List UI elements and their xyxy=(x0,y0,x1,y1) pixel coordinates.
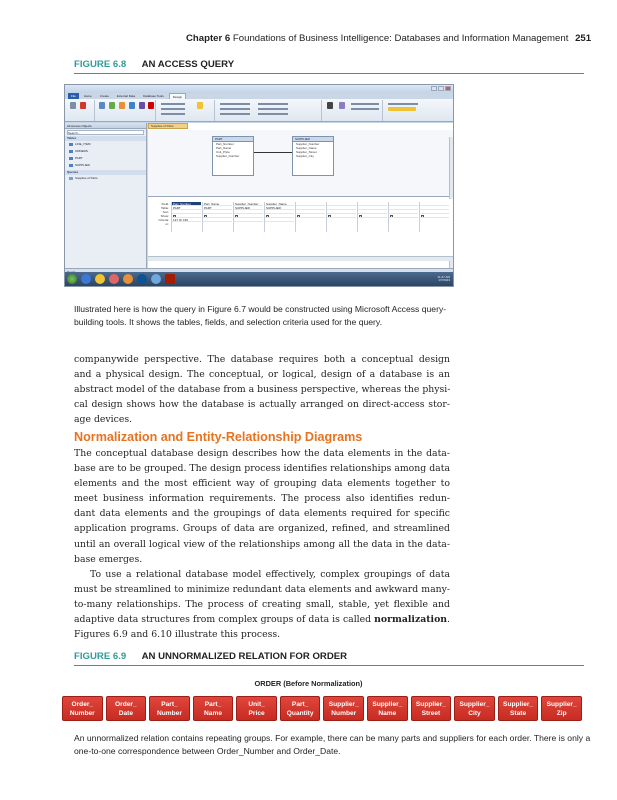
maximize-icon xyxy=(438,86,444,91)
figure-number: FIGURE 6.8 xyxy=(74,59,127,70)
media-icon xyxy=(109,274,119,284)
navigation-pane xyxy=(65,123,147,268)
field-supplier-street: Supplier_ Street xyxy=(411,696,452,721)
document-tab: Supplies of Parts xyxy=(148,123,188,129)
body-paragraph-3: To use a relational database model effectively, complex groupings of data must be streamlined to minimize redundant data elements and awkward many- to-many relationships. The process of creating small, stable, yet flexible and adaptive data structures from complex groups of data is called normalization. Figures 6.9 and 6.10 illustrate this process. xyxy=(74,569,450,641)
field-part-name: Part_ Name xyxy=(193,696,234,721)
query-design-grid xyxy=(148,199,454,261)
table-icon xyxy=(69,150,73,153)
running-head xyxy=(186,33,592,44)
grid-row-labels: Field: Table: Sort: Show: Criteria: or: xyxy=(158,202,169,226)
tab-file: File xyxy=(68,93,79,99)
chapter-title: Foundations of Business Intelligence: Databases and Information Management xyxy=(232,33,569,44)
figure-6-9-caption xyxy=(74,651,347,662)
field-order-number: Order_ Number xyxy=(62,696,103,721)
table-field: Unit_Price xyxy=(216,150,230,154)
tab-external-data: External Data xyxy=(116,94,136,98)
figure-6-8-caption xyxy=(74,59,234,70)
chapter-label: Chapter 6 xyxy=(186,33,231,44)
minimize-icon xyxy=(431,86,437,91)
update-icon xyxy=(129,102,135,109)
figure-6-8-description: Illustrated here is how the query in Figure 6.7 would be constructed using Microsoft Access query- building tools. It shows the tables, fields, and selection criteria used for the query. xyxy=(74,304,447,327)
relation-title: ORDER (Before Normalization) xyxy=(254,679,363,688)
field-supplier-city: Supplier_ City xyxy=(454,696,495,721)
grid-column: Part_Name PART xyxy=(202,202,232,232)
ribbon-group-property xyxy=(384,100,452,121)
field-supplier-state: Supplier_ State xyxy=(498,696,539,721)
close-icon xyxy=(445,86,451,91)
page-number: 251 xyxy=(575,33,592,44)
figure-rule xyxy=(74,665,584,666)
table-field: Supplier_Name xyxy=(296,146,317,150)
tab-database-tools: Database Tools xyxy=(143,94,164,98)
nav-search-input: Search... xyxy=(67,130,144,135)
taskbar-clock: 11:27 AM 1/7/2013 xyxy=(437,274,450,282)
join-line xyxy=(254,152,292,153)
query-design-window xyxy=(148,123,454,268)
table-field: Supplier_Number xyxy=(216,154,240,158)
field-part-quantity: Part_ Quantity xyxy=(280,696,321,721)
table-names-icon xyxy=(388,107,416,111)
ribbon-group-query-type-2 xyxy=(157,100,215,121)
access-icon xyxy=(165,274,175,284)
tab-create: Create xyxy=(99,94,109,98)
nav-header: All Access Objects xyxy=(65,123,146,129)
figure-title: AN UNNORMALIZED RELATION FOR ORDER xyxy=(141,651,348,662)
body-paragraph-1: companywide perspective. The database requires both a conceptual design and a physical design. The conceptual, or logical, design of a database is an abstract model of the database from a business perspective, whereas the physi- cal design shows how the database is actually arranged on direct-access stor- age devices. xyxy=(74,354,451,426)
figure-rule xyxy=(74,73,584,74)
parameters-icon xyxy=(339,102,345,109)
table-box-title: PART xyxy=(213,137,253,142)
run-icon xyxy=(80,102,86,109)
table-box-supplier xyxy=(292,136,334,176)
table-icon xyxy=(69,157,73,160)
normalization-term: normalization xyxy=(374,614,448,626)
ribbon-group-query-setup xyxy=(216,100,322,121)
nav-section-queries: Queries xyxy=(65,170,146,175)
nav-item-query: Supplies of Parts xyxy=(65,175,146,182)
ribbon-group-show-hide xyxy=(323,100,383,121)
grid-column-empty xyxy=(419,202,449,232)
query-icon xyxy=(69,177,73,180)
show-table-icon xyxy=(197,102,203,109)
body-paragraph-2: The conceptual database design describes how the data elements in the data- base are to be grouped. The design process identifies relationships among data elements and the most efficient way of grouping data elements together to meet business information requirements. The process also identifies redun- dant data elements and the groupings of data elements required for specific application programs. Groups of data are organized, refined, and streamlined until an overall logical view of the relationships among all the data in the data- base emerges. xyxy=(74,448,450,565)
tab-home: Home xyxy=(83,94,92,98)
table-field: Supplier_Street xyxy=(296,150,317,154)
tab-design: Design xyxy=(169,93,186,99)
table-icon xyxy=(69,143,73,146)
field-supplier-zip: Supplier_ Zip xyxy=(541,696,582,721)
table-field: Supplier_Number xyxy=(296,142,320,146)
delete-icon xyxy=(148,102,154,109)
window-titlebar xyxy=(65,85,453,93)
app-icon xyxy=(137,274,147,284)
ribbon xyxy=(65,99,453,122)
figure-number: FIGURE 6.9 xyxy=(74,651,127,662)
field-supplier-number: Supplier_ Number xyxy=(323,696,364,721)
grid-column-empty xyxy=(326,202,356,232)
field-order-date: Order_ Date xyxy=(106,696,147,721)
field-supplier-name: Supplier_ Name xyxy=(367,696,408,721)
field-part-number: Part_ Number xyxy=(149,696,190,721)
make-table-icon xyxy=(109,102,115,109)
nav-item-table: LINE_ITEM xyxy=(65,141,146,148)
table-box-part xyxy=(212,136,254,176)
nav-section-tables: Tables xyxy=(65,136,146,141)
grid-column: Supplier_Name SUPPLIER xyxy=(264,202,294,232)
window-controls xyxy=(431,86,451,91)
horizontal-scrollbar xyxy=(148,256,454,261)
nav-item-table: SUPPLIER xyxy=(65,162,146,169)
append-icon xyxy=(119,102,125,109)
totals-icon xyxy=(327,102,333,109)
grid-column-empty xyxy=(388,202,418,232)
grid-column-empty xyxy=(295,202,325,232)
folder-icon xyxy=(95,274,105,284)
taskbar xyxy=(65,272,453,286)
select-icon xyxy=(99,102,105,109)
table-field: Part_Number xyxy=(216,142,234,146)
table-field: Supplier_City xyxy=(296,154,314,158)
firefox-icon xyxy=(123,274,133,284)
crosstab-icon xyxy=(139,102,145,109)
figure-6-9-description: An unnormalized relation contains repeating groups. For example, there can be many parts and suppliers for each order. There is only a one-to-one correspondence between Order_Number and Order_Date. xyxy=(74,733,591,756)
nav-item-table: PART xyxy=(65,155,146,162)
ribbon-group-results xyxy=(67,100,95,121)
table-field: Part_Name xyxy=(216,146,232,150)
start-icon xyxy=(67,274,77,284)
access-query-screenshot xyxy=(64,84,454,287)
section-heading: Normalization and Entity-Relationship Diagrams xyxy=(74,430,363,444)
grid-column: Part_Number PART 137 Or 150 xyxy=(171,202,201,232)
skype-icon xyxy=(151,274,161,284)
order-relation-fields xyxy=(62,696,582,721)
table-box-title: SUPPLIER xyxy=(293,137,333,142)
view-icon xyxy=(70,102,76,109)
grid-column-empty xyxy=(357,202,387,232)
grid-column: Supplier_Number SUPPLIER xyxy=(233,202,263,232)
table-design-area xyxy=(148,130,454,197)
table-icon xyxy=(69,164,73,167)
browser-icon xyxy=(81,274,91,284)
field-unit-price: Unit_ Price xyxy=(236,696,277,721)
ribbon-group-query-type xyxy=(96,100,156,121)
figure-title: AN ACCESS QUERY xyxy=(141,59,235,70)
nav-item-table: ORDERS xyxy=(65,148,146,155)
